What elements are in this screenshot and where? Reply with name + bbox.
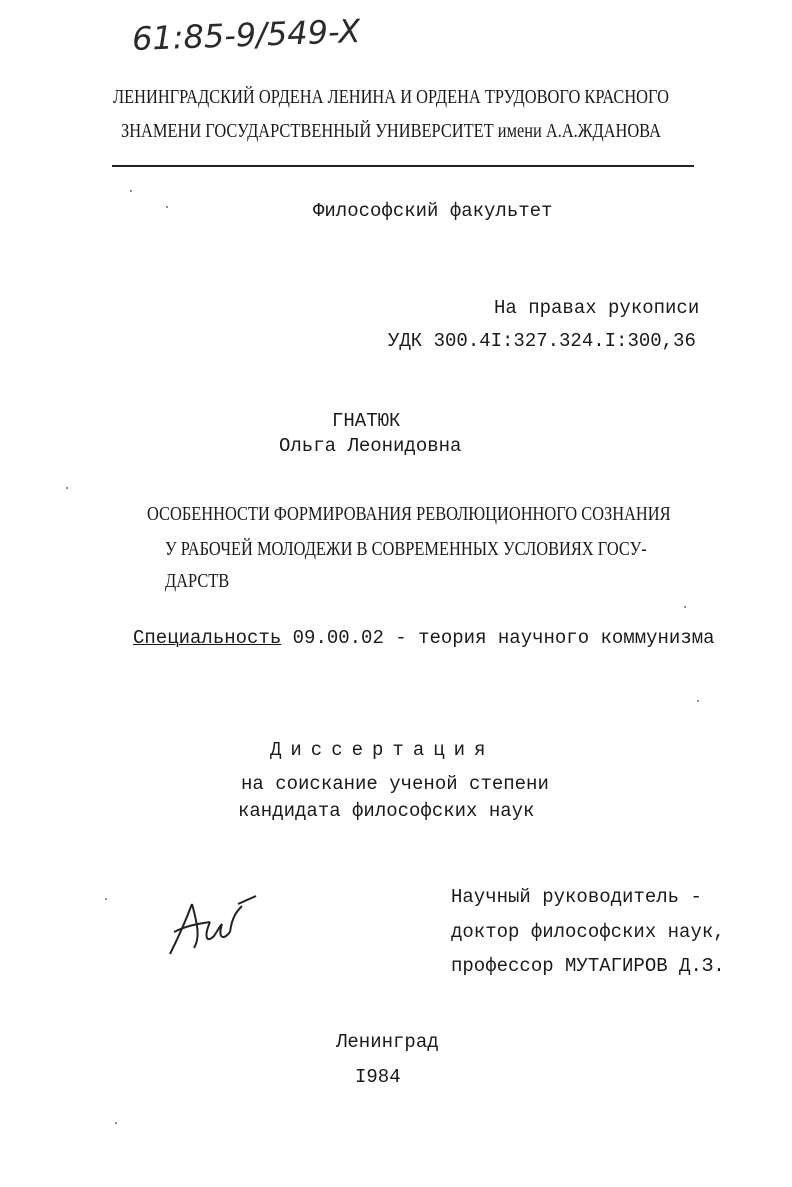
dissertation-heading: Диссертация — [270, 739, 495, 761]
manuscript-rights: На правах рукописи — [494, 297, 700, 319]
degree-line-1: на соискание ученой степени — [241, 773, 549, 795]
scan-speck — [166, 206, 168, 208]
degree-line-2: кандидата философских наук — [238, 800, 535, 822]
supervisor-line-2: доктор философских наук, — [451, 921, 725, 943]
signature-graphic — [152, 886, 262, 966]
city: Ленинград — [336, 1031, 439, 1053]
specialty-dash: - — [395, 627, 407, 649]
university-header-line-1: ЛЕНИНГРАДСКИЙ ОРДЕНА ЛЕНИНА И ОРДЕНА ТРУДОВОГО КРАСНОГО — [113, 86, 669, 108]
university-header-line-2: ЗНАМЕНИ ГОСУДАРСТВЕННЫЙ УНИВЕРСИТЕТ имени А.А.ЖДАНОВА — [121, 120, 661, 142]
title-line-2: У РАБОЧЕЙ МОЛОДЕЖИ В СОВРЕМЕННЫХ УСЛОВИЯХ ГОСУ- — [165, 538, 647, 560]
title-line-1: ОСОБЕННОСТИ ФОРМИРОВАНИЯ РЕВОЛЮЦИОННОГО СОЗНАНИЯ — [147, 503, 671, 525]
faculty: Философский факультет — [313, 200, 553, 222]
scan-speck — [66, 487, 68, 489]
supervisor-line-1: Научный руководитель - — [451, 886, 702, 908]
archive-mark: 61:85-9/549-X — [131, 12, 361, 58]
author-surname: ГНАТЮК — [332, 410, 401, 432]
scan-speck — [105, 898, 107, 900]
title-line-3: ДАРСТВ — [165, 570, 230, 592]
specialty-name: теория научного коммунизма — [418, 627, 715, 649]
udk-code: УДК 300.4I:327.324.I:300,36 — [388, 330, 696, 352]
scan-speck — [697, 700, 699, 702]
specialty-label: Специальность — [133, 627, 282, 649]
specialty-code: 09.00.02 — [292, 627, 384, 649]
scan-speck — [130, 190, 132, 192]
year: I984 — [355, 1066, 401, 1088]
scan-speck — [115, 1122, 117, 1124]
specialty — [133, 626, 715, 650]
supervisor-line-3: профессор МУТАГИРОВ Д.З. — [451, 955, 725, 977]
header-rule — [112, 165, 694, 167]
author-given-name: Ольга Леонидовна — [279, 435, 462, 457]
scan-speck — [684, 606, 686, 608]
